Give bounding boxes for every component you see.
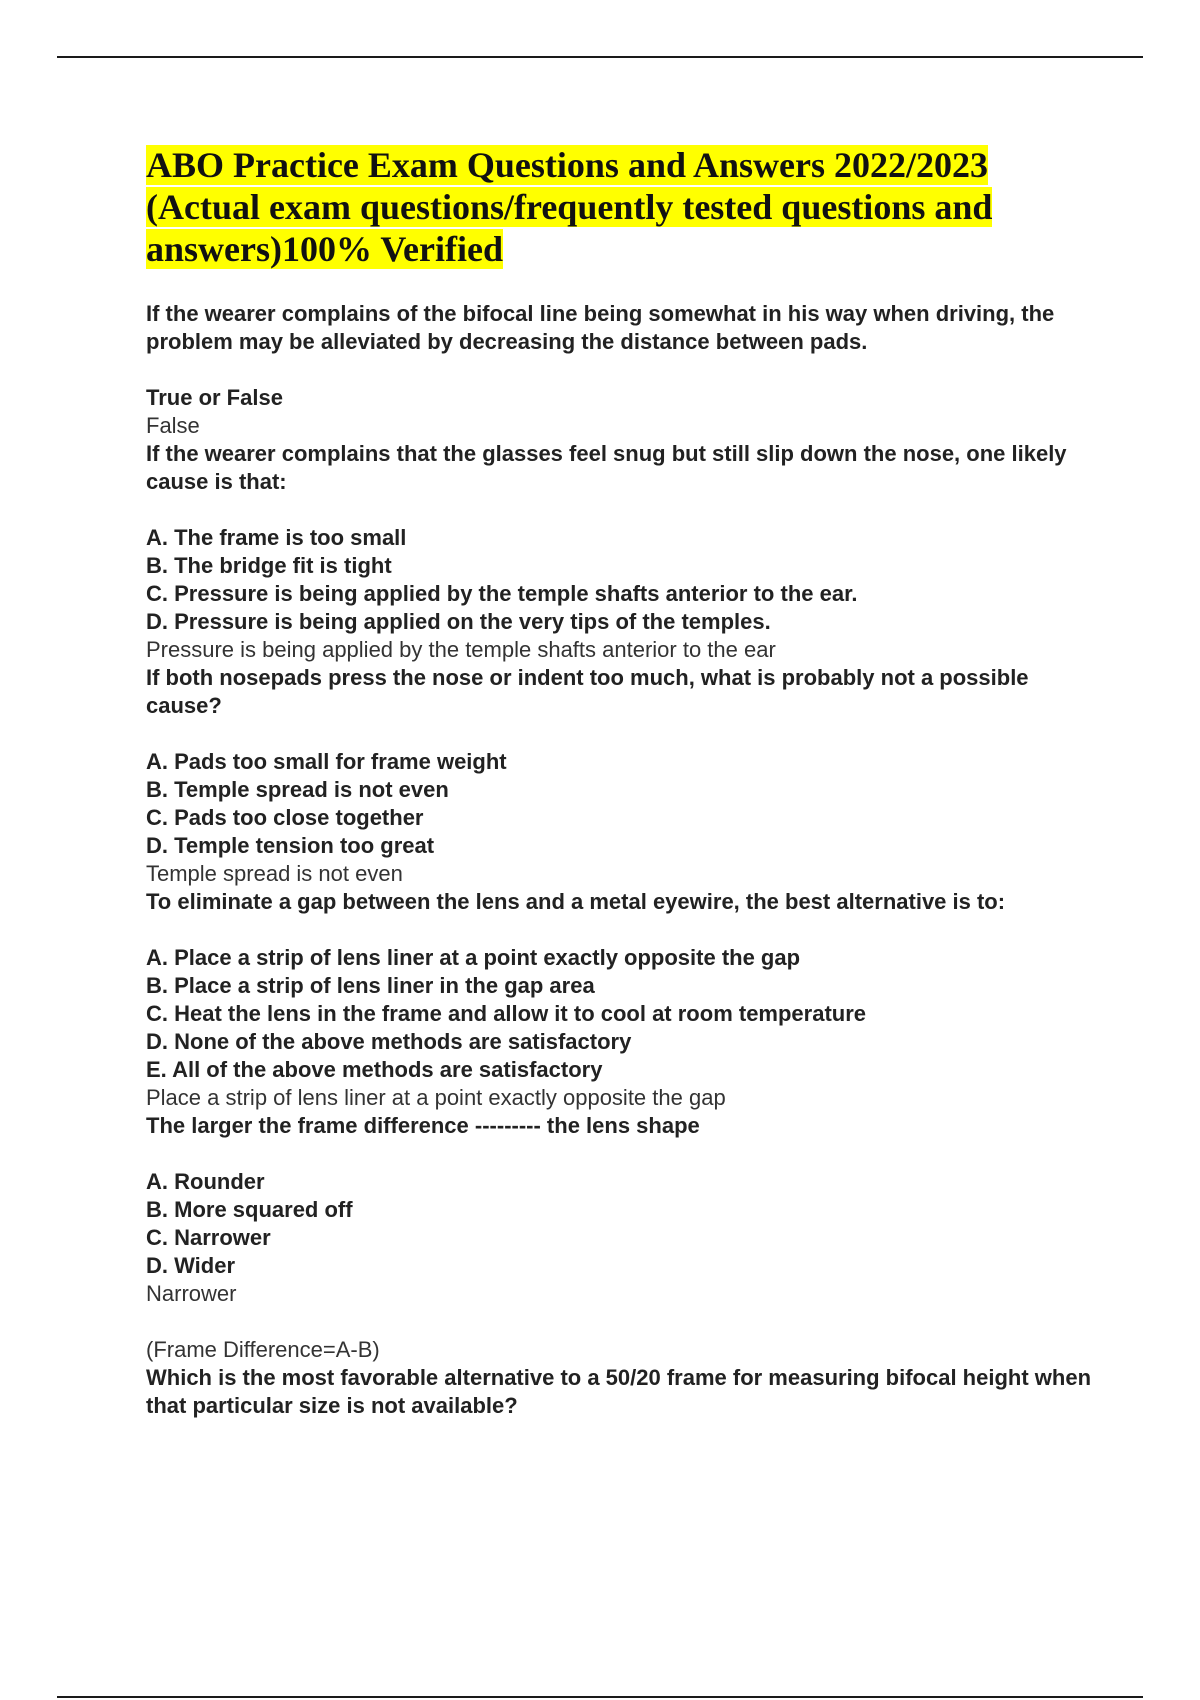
document-title (146, 144, 1046, 270)
option-a: A. The frame is too small (146, 525, 407, 550)
option-b: B. The bridge fit is tight (146, 553, 392, 578)
option-c: C. Heat the lens in the frame and allow it to cool at room temperature (146, 1001, 867, 1026)
answer-text: Place a strip of lens liner at a point exactly opposite the gap (146, 1085, 726, 1110)
option-d: D. None of the above methods are satisfactory (146, 1029, 632, 1054)
option-b: B. Place a strip of lens liner in the gap area (146, 973, 595, 998)
option-e: E. All of the above methods are satisfactory (146, 1057, 603, 1082)
qa-item-3 (146, 664, 1106, 888)
qa-item-5 (146, 1112, 1106, 1364)
option-b: B. Temple spread is not even (146, 777, 449, 802)
option-d: D. Pressure is being applied on the very tips of the temples. (146, 609, 771, 634)
title-highlight: ABO Practice Exam Questions and Answers 2022/2023 (Actual exam questions/frequently tested questions and answers)100% Verified (146, 145, 993, 269)
answer-text: Pressure is being applied by the temple shafts anterior to the ear (146, 637, 776, 662)
qa-item-2 (146, 440, 1106, 664)
answer-text: Temple spread is not even (146, 861, 403, 886)
document-body (146, 144, 1106, 1420)
option-d: D. Temple tension too great (146, 833, 435, 858)
qa-item-6 (146, 1364, 1106, 1420)
option-c: C. Pressure is being applied by the temple shafts anterior to the ear. (146, 581, 858, 606)
option-a: A. Place a strip of lens liner at a point exactly opposite the gap (146, 945, 801, 970)
option-a: A. Pads too small for frame weight (146, 749, 507, 774)
question-text: If the wearer complains that the glasses feel snug but still slip down the nose, one likely cause is that: (146, 441, 1067, 494)
question-text: If the wearer complains of the bifocal line being somewhat in his way when driving, the problem may be alleviated by decreasing the distance between pads. (146, 301, 1055, 354)
option-d: D. Wider (146, 1253, 236, 1278)
question-text: The larger the frame difference --------- the lens shape (146, 1113, 700, 1138)
bottom-rule (57, 1696, 1143, 1698)
answer-text: False (146, 413, 200, 438)
question-text: If both nosepads press the nose or indent too much, what is probably not a possible cause? (146, 665, 1029, 718)
option-c: C. Narrower (146, 1225, 271, 1250)
question-text: Which is the most favorable alternative to a 50/20 frame for measuring bifocal height when that particular size is not available? (146, 1365, 1092, 1418)
qa-item-4 (146, 888, 1106, 1112)
option-c: C. Pads too close together (146, 805, 424, 830)
answer-note: (Frame Difference=A-B) (146, 1337, 380, 1362)
option-b: B. More squared off (146, 1197, 353, 1222)
qa-item-1 (146, 300, 1106, 440)
answer-text: Narrower (146, 1281, 237, 1306)
question-text: To eliminate a gap between the lens and a metal eyewire, the best alternative is to: (146, 889, 1006, 914)
option-a: A. Rounder (146, 1169, 265, 1194)
top-rule (57, 56, 1143, 58)
question-prompt: True or False (146, 385, 283, 410)
